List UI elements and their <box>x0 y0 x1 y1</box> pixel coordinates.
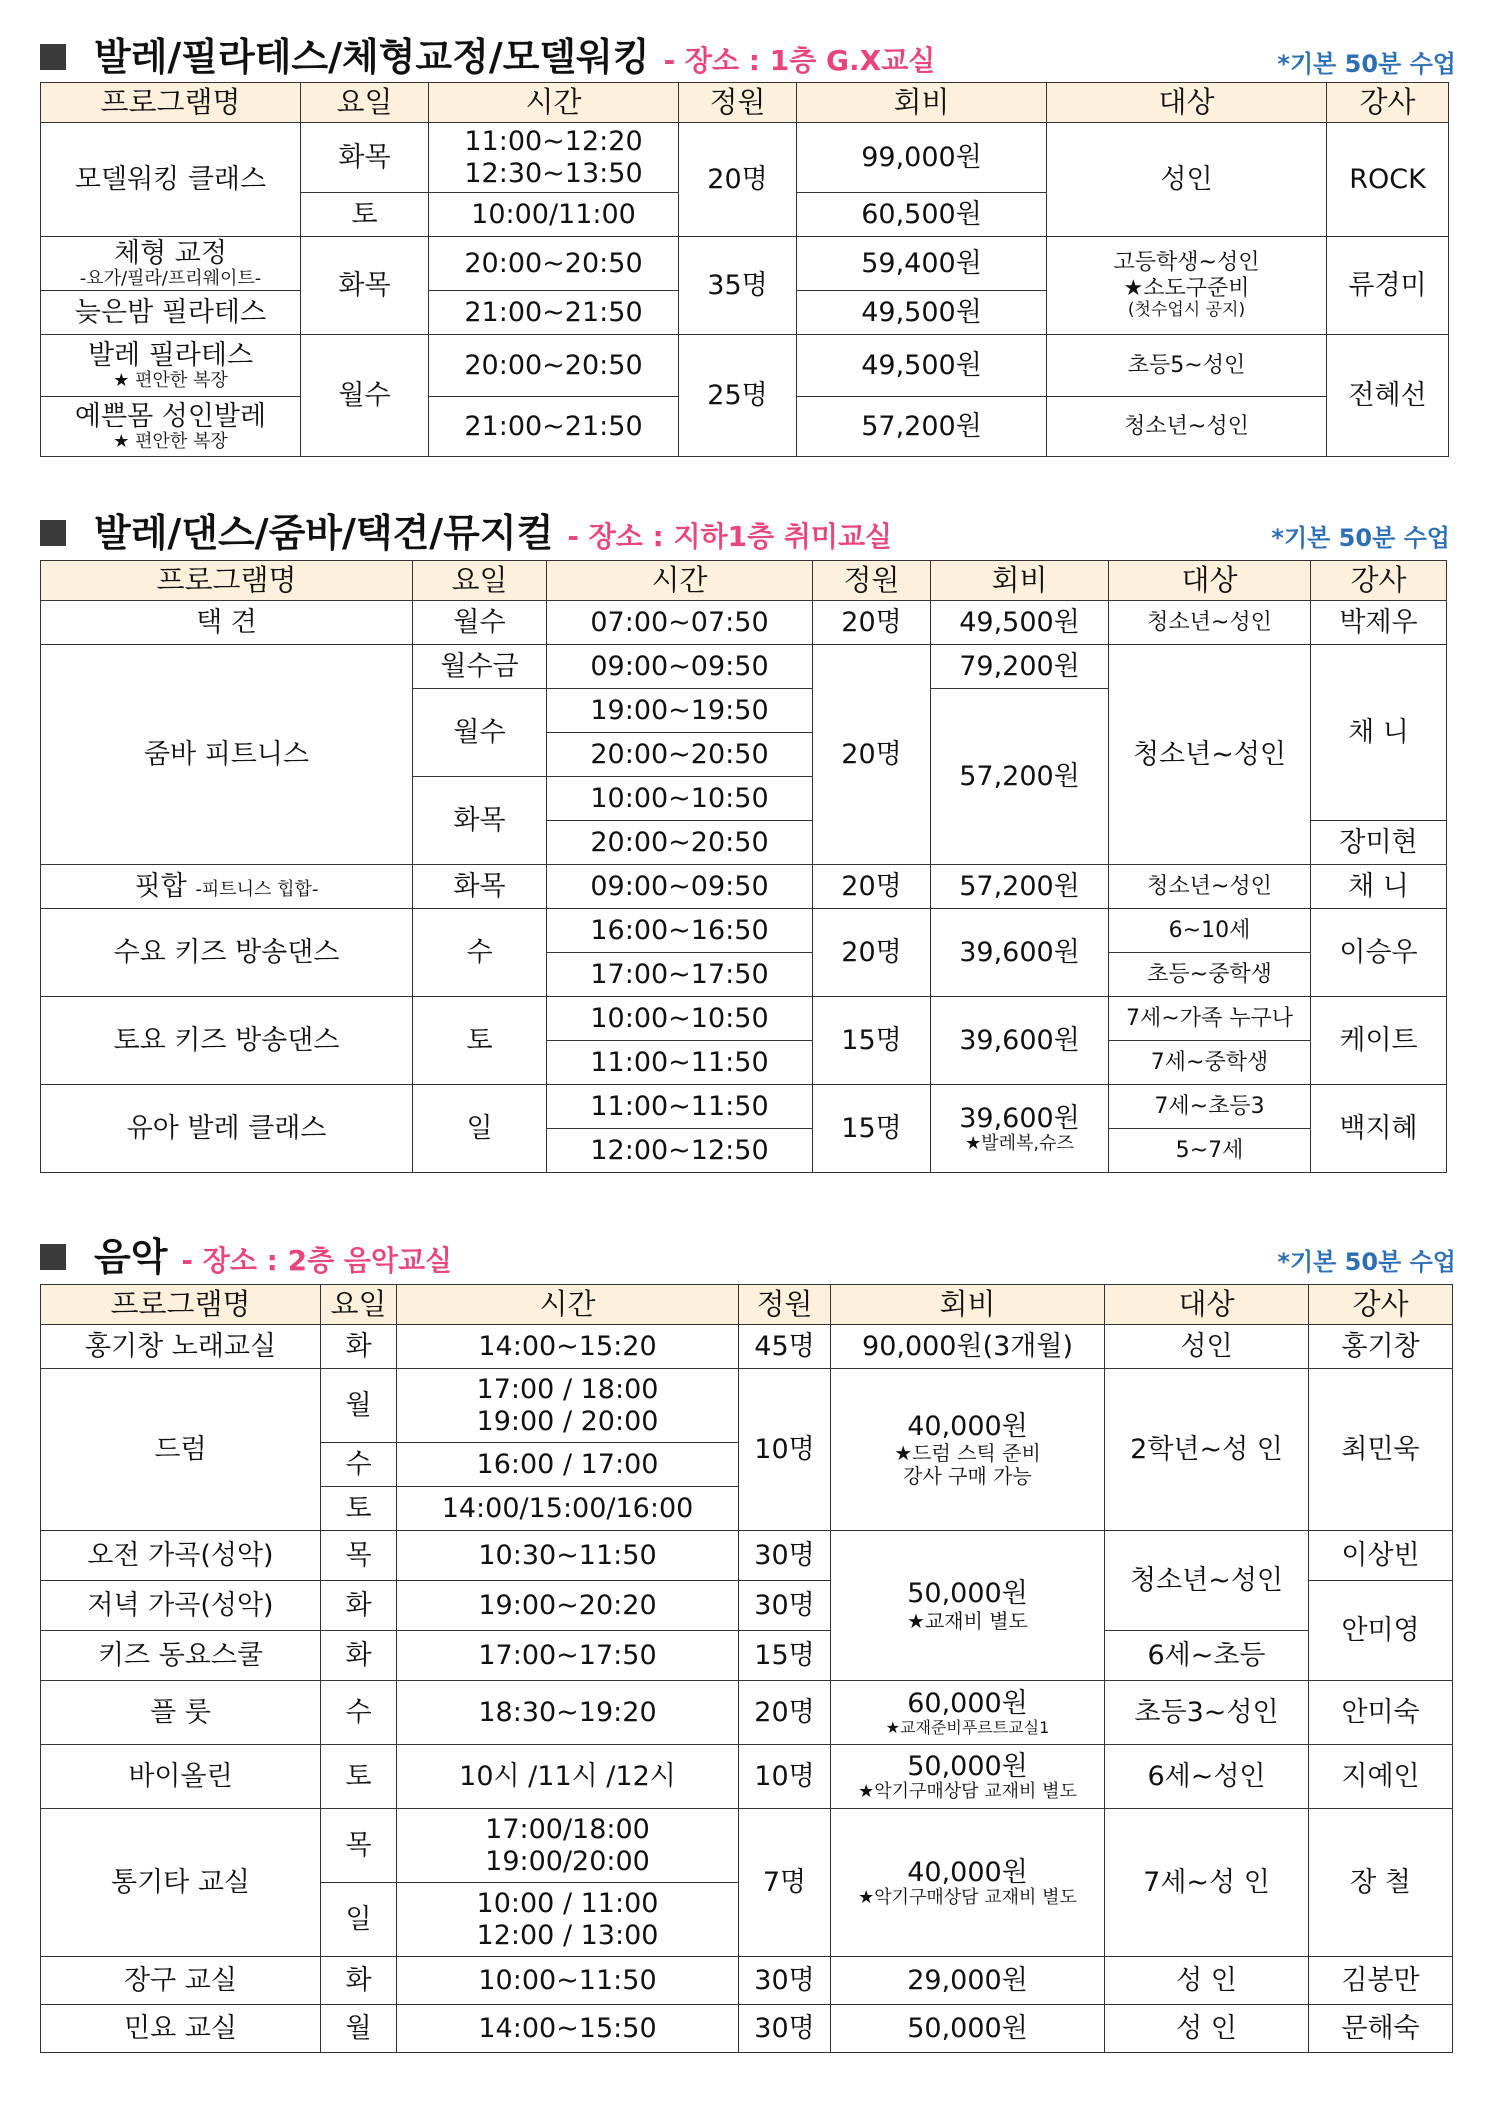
capacity-cell: 15명 <box>813 1085 931 1173</box>
capacity-cell: 45명 <box>739 1325 831 1369</box>
table-row <box>41 237 1449 291</box>
section2-location: - 장소 : 지하1층 취미교실 <box>567 520 893 553</box>
header-capacity: 정원 <box>813 561 931 601</box>
day-cell: 토 <box>301 193 429 237</box>
target-cell: 6세~성인 <box>1105 1745 1309 1809</box>
teacher-cell: 박제우 <box>1311 601 1447 645</box>
program-name: 장구 교실 <box>41 1957 321 2005</box>
time-cell: 17:00~17:50 <box>547 953 813 997</box>
table-row <box>41 1631 1453 1681</box>
header-teacher: 강사 <box>1309 1285 1453 1325</box>
header-fee: 회비 <box>831 1285 1105 1325</box>
program-name: 통기타 교실 <box>41 1809 321 1957</box>
teacher-cell: 류경미 <box>1327 237 1449 335</box>
program-name: 핏합 -피트니스 힙합- <box>41 865 413 909</box>
day-cell: 수 <box>321 1681 397 1745</box>
target-cell: 2학년~성 인 <box>1105 1369 1309 1531</box>
table-row <box>41 123 1449 193</box>
program-name: 드럼 <box>41 1369 321 1531</box>
program-name: 민요 교실 <box>41 2005 321 2053</box>
day-cell: 화 <box>321 1325 397 1369</box>
teacher-cell: 지예인 <box>1309 1745 1453 1809</box>
program-name: 늦은밤 필라테스 <box>41 291 301 335</box>
program-name: 바이올린 <box>41 1745 321 1809</box>
time-cell: 20:00~20:50 <box>547 733 813 777</box>
time-cell: 10:00~10:50 <box>547 997 813 1041</box>
teacher-cell: 문해숙 <box>1309 2005 1453 2053</box>
table-row <box>41 1681 1453 1745</box>
target-cell: 청소년~성인 <box>1109 645 1311 865</box>
table-dance <box>40 560 1447 1173</box>
fee-cell: 49,500원 <box>931 601 1109 645</box>
section2-note: *기본 50분 수업 <box>1271 524 1450 552</box>
header-program: 프로그램명 <box>41 83 301 123</box>
target-cell: 7세~성 인 <box>1105 1809 1309 1957</box>
time-cell: 16:00 / 17:00 <box>397 1443 739 1487</box>
table-row <box>41 1085 1447 1129</box>
time-cell: 16:00~16:50 <box>547 909 813 953</box>
fee-cell: 39,600원 <box>931 997 1109 1085</box>
time-cell: 14:00/15:00/16:00 <box>397 1487 739 1531</box>
day-cell: 화목 <box>413 865 547 909</box>
header-time: 시간 <box>547 561 813 601</box>
table-row <box>41 909 1447 953</box>
day-cell: 월 <box>321 1369 397 1443</box>
capacity-cell: 25명 <box>679 335 797 457</box>
header-target: 대상 <box>1109 561 1311 601</box>
square-bullet-icon <box>40 520 66 546</box>
teacher-cell: 최민욱 <box>1309 1369 1453 1531</box>
table-ballet-pilates <box>40 82 1449 457</box>
program-name: 줌바 피트니스 <box>41 645 413 865</box>
header-day: 요일 <box>321 1285 397 1325</box>
teacher-cell: 김봉만 <box>1309 1957 1453 2005</box>
fee-cell: 29,000원 <box>831 1957 1105 2005</box>
time-cell: 14:00~15:50 <box>397 2005 739 2053</box>
header-fee: 회비 <box>931 561 1109 601</box>
day-cell: 일 <box>413 1085 547 1173</box>
table-row <box>41 1957 1453 2005</box>
time-cell: 19:00~19:50 <box>547 689 813 733</box>
program-name: 토요 키즈 방송댄스 <box>41 997 413 1085</box>
teacher-cell: 장 철 <box>1309 1809 1453 1957</box>
fee-cell: 59,400원 <box>797 237 1047 291</box>
time-cell: 11:00~12:20 12:30~13:50 <box>429 123 679 193</box>
section3-location: - 장소 : 2층 음악교실 <box>181 1244 453 1277</box>
fee-cell: 49,500원 <box>797 291 1047 335</box>
header-target: 대상 <box>1047 83 1327 123</box>
day-cell: 토 <box>321 1487 397 1531</box>
program-name: 택 견 <box>41 601 413 645</box>
day-cell: 월수 <box>413 689 547 777</box>
program-name: 저녁 가곡(성악) <box>41 1581 321 1631</box>
program-name: 오전 가곡(성악) <box>41 1531 321 1581</box>
fee-cell: 90,000원(3개월) <box>831 1325 1105 1369</box>
section1-location: - 장소 : 1층 G.X교실 <box>663 44 936 77</box>
day-cell: 일 <box>321 1883 397 1957</box>
fee-cell: 60,000원 ★교재준비푸르트교실1 <box>831 1681 1105 1745</box>
header-target: 대상 <box>1105 1285 1309 1325</box>
section1-note: *기본 50분 수업 <box>1277 50 1456 78</box>
target-cell: 6~10세 <box>1109 909 1311 953</box>
day-cell: 화목 <box>413 777 547 865</box>
day-cell: 수 <box>413 909 547 997</box>
header-teacher: 강사 <box>1327 83 1449 123</box>
header-fee: 회비 <box>797 83 1047 123</box>
table-row <box>41 1745 1453 1809</box>
program-name: 예쁜몸 성인발레 ★ 편안한 복장 <box>41 397 301 457</box>
table-music <box>40 1284 1453 2053</box>
target-cell: 청소년~성인 <box>1105 1531 1309 1631</box>
table-header-row <box>41 1285 1453 1325</box>
day-cell: 토 <box>413 997 547 1085</box>
section3-title: 음악 <box>94 1235 168 1279</box>
square-bullet-icon <box>40 1244 66 1270</box>
time-cell: 11:00~11:50 <box>547 1085 813 1129</box>
time-cell: 21:00~21:50 <box>429 291 679 335</box>
target-cell: 5~7세 <box>1109 1129 1311 1173</box>
time-cell: 07:00~07:50 <box>547 601 813 645</box>
day-cell: 목 <box>321 1809 397 1883</box>
capacity-cell: 10명 <box>739 1369 831 1531</box>
teacher-cell: 홍기창 <box>1309 1325 1453 1369</box>
capacity-cell: 20명 <box>813 601 931 645</box>
header-day: 요일 <box>413 561 547 601</box>
time-cell: 17:00/18:00 19:00/20:00 <box>397 1809 739 1883</box>
day-cell: 화 <box>321 1957 397 2005</box>
teacher-cell: 이승우 <box>1311 909 1447 997</box>
time-cell: 11:00~11:50 <box>547 1041 813 1085</box>
table-row <box>41 1325 1453 1369</box>
time-cell: 20:00~20:50 <box>429 335 679 397</box>
fee-cell: 40,000원 ★드럼 스틱 준비 강사 구매 가능 <box>831 1369 1105 1531</box>
target-cell: 성 인 <box>1105 1957 1309 2005</box>
fee-cell: 39,600원 ★발레복,슈즈 <box>931 1085 1109 1173</box>
day-cell: 토 <box>321 1745 397 1809</box>
day-cell: 화목 <box>301 237 429 335</box>
program-name: 체형 교정 -요가/필라/프리웨이트- <box>41 237 301 291</box>
teacher-cell: 채 니 <box>1311 865 1447 909</box>
program-name: 수요 키즈 방송댄스 <box>41 909 413 997</box>
table-row <box>41 645 1447 689</box>
target-cell: 청소년~성인 <box>1109 601 1311 645</box>
fee-cell: 60,500원 <box>797 193 1047 237</box>
header-time: 시간 <box>429 83 679 123</box>
capacity-cell: 30명 <box>739 1531 831 1581</box>
day-cell: 목 <box>321 1531 397 1581</box>
time-cell: 14:00~15:20 <box>397 1325 739 1369</box>
table-row <box>41 1531 1453 1581</box>
table-header-row <box>41 83 1449 123</box>
time-cell: 10:30~11:50 <box>397 1531 739 1581</box>
capacity-cell: 10명 <box>739 1745 831 1809</box>
table-row <box>41 1369 1453 1443</box>
table-header-row <box>41 561 1447 601</box>
table-row <box>41 1809 1453 1883</box>
header-teacher: 강사 <box>1311 561 1447 601</box>
fee-cell: 79,200원 <box>931 645 1109 689</box>
time-cell: 10:00~11:50 <box>397 1957 739 2005</box>
fee-cell: 40,000원 ★악기구매상담 교재비 별도 <box>831 1809 1105 1957</box>
table-row <box>41 865 1447 909</box>
teacher-cell: 케이트 <box>1311 997 1447 1085</box>
capacity-cell: 30명 <box>739 1957 831 2005</box>
fee-cell: 57,200원 <box>931 865 1109 909</box>
table-row <box>41 997 1447 1041</box>
program-name: 플 룻 <box>41 1681 321 1745</box>
section2-title: 발레/댄스/줌바/택견/뮤지컬 <box>94 511 554 555</box>
program-name: 유아 발레 클래스 <box>41 1085 413 1173</box>
header-program: 프로그램명 <box>41 561 413 601</box>
program-name: 모델워킹 클래스 <box>41 123 301 237</box>
fee-cell: 50,000원 ★교재비 별도 <box>831 1531 1105 1681</box>
teacher-cell: 장미현 <box>1311 821 1447 865</box>
day-cell: 월수 <box>301 335 429 457</box>
time-cell: 20:00~20:50 <box>429 237 679 291</box>
capacity-cell: 15명 <box>739 1631 831 1681</box>
target-cell: 청소년~성인 <box>1047 397 1327 457</box>
teacher-cell: 채 니 <box>1311 645 1447 821</box>
time-cell: 19:00~20:20 <box>397 1581 739 1631</box>
day-cell: 월수 <box>413 601 547 645</box>
target-cell: 7세~가족 누구나 <box>1109 997 1311 1041</box>
teacher-cell: 안미영 <box>1309 1581 1453 1681</box>
header-program: 프로그램명 <box>41 1285 321 1325</box>
capacity-cell: 35명 <box>679 237 797 335</box>
table-row <box>41 2005 1453 2053</box>
target-cell: 7세~초등3 <box>1109 1085 1311 1129</box>
header-capacity: 정원 <box>739 1285 831 1325</box>
day-cell: 월 <box>321 2005 397 2053</box>
time-cell: 09:00~09:50 <box>547 865 813 909</box>
table-row <box>41 601 1447 645</box>
capacity-cell: 20명 <box>813 645 931 865</box>
capacity-cell: 20명 <box>679 123 797 237</box>
time-cell: 17:00 / 18:00 19:00 / 20:00 <box>397 1369 739 1443</box>
time-cell: 10:00 / 11:00 12:00 / 13:00 <box>397 1883 739 1957</box>
header-capacity: 정원 <box>679 83 797 123</box>
section1-title: 발레/필라테스/체형교정/모델워킹 <box>94 35 650 79</box>
target-cell: 성인 <box>1047 123 1327 237</box>
time-cell: 21:00~21:50 <box>429 397 679 457</box>
day-cell: 화 <box>321 1631 397 1681</box>
target-cell: 초등5~성인 <box>1047 335 1327 397</box>
teacher-cell: 백지혜 <box>1311 1085 1447 1173</box>
program-name: 키즈 동요스쿨 <box>41 1631 321 1681</box>
teacher-cell: 이상빈 <box>1309 1531 1453 1581</box>
capacity-cell: 20명 <box>813 909 931 997</box>
target-cell: 6세~초등 <box>1105 1631 1309 1681</box>
day-cell: 월수금 <box>413 645 547 689</box>
fee-cell: 50,000원 ★악기구매상담 교재비 별도 <box>831 1745 1105 1809</box>
teacher-cell: 전혜선 <box>1327 335 1449 457</box>
day-cell: 화목 <box>301 123 429 193</box>
time-cell: 12:00~12:50 <box>547 1129 813 1173</box>
fee-cell: 39,600원 <box>931 909 1109 997</box>
time-cell: 18:30~19:20 <box>397 1681 739 1745</box>
time-cell: 10:00/11:00 <box>429 193 679 237</box>
time-cell: 17:00~17:50 <box>397 1631 739 1681</box>
capacity-cell: 20명 <box>813 865 931 909</box>
capacity-cell: 15명 <box>813 997 931 1085</box>
table-row <box>41 335 1449 397</box>
capacity-cell: 30명 <box>739 1581 831 1631</box>
program-name: 홍기창 노래교실 <box>41 1325 321 1369</box>
time-cell: 10:00~10:50 <box>547 777 813 821</box>
fee-cell: 50,000원 <box>831 2005 1105 2053</box>
target-cell: 성 인 <box>1105 2005 1309 2053</box>
target-cell: 고등학생~성인 ★소도구준비 (첫수업시 공지) <box>1047 237 1327 335</box>
target-cell: 초등3~성인 <box>1105 1681 1309 1745</box>
target-cell: 성인 <box>1105 1325 1309 1369</box>
target-cell: 초등~중학생 <box>1109 953 1311 997</box>
square-bullet-icon <box>40 44 66 70</box>
header-time: 시간 <box>397 1285 739 1325</box>
fee-cell: 57,200원 <box>931 689 1109 865</box>
section3-note: *기본 50분 수업 <box>1277 1248 1456 1276</box>
capacity-cell: 30명 <box>739 2005 831 2053</box>
time-cell: 10시 /11시 /12시 <box>397 1745 739 1809</box>
teacher-cell: ROCK <box>1327 123 1449 237</box>
capacity-cell: 20명 <box>739 1681 831 1745</box>
target-cell: 7세~중학생 <box>1109 1041 1311 1085</box>
day-cell: 수 <box>321 1443 397 1487</box>
day-cell: 화 <box>321 1581 397 1631</box>
time-cell: 09:00~09:50 <box>547 645 813 689</box>
fee-cell: 49,500원 <box>797 335 1047 397</box>
target-cell: 청소년~성인 <box>1109 865 1311 909</box>
time-cell: 20:00~20:50 <box>547 821 813 865</box>
capacity-cell: 7명 <box>739 1809 831 1957</box>
fee-cell: 99,000원 <box>797 123 1047 193</box>
header-day: 요일 <box>301 83 429 123</box>
program-name: 발레 필라테스 ★ 편안한 복장 <box>41 335 301 397</box>
fee-cell: 57,200원 <box>797 397 1047 457</box>
teacher-cell: 안미숙 <box>1309 1681 1453 1745</box>
